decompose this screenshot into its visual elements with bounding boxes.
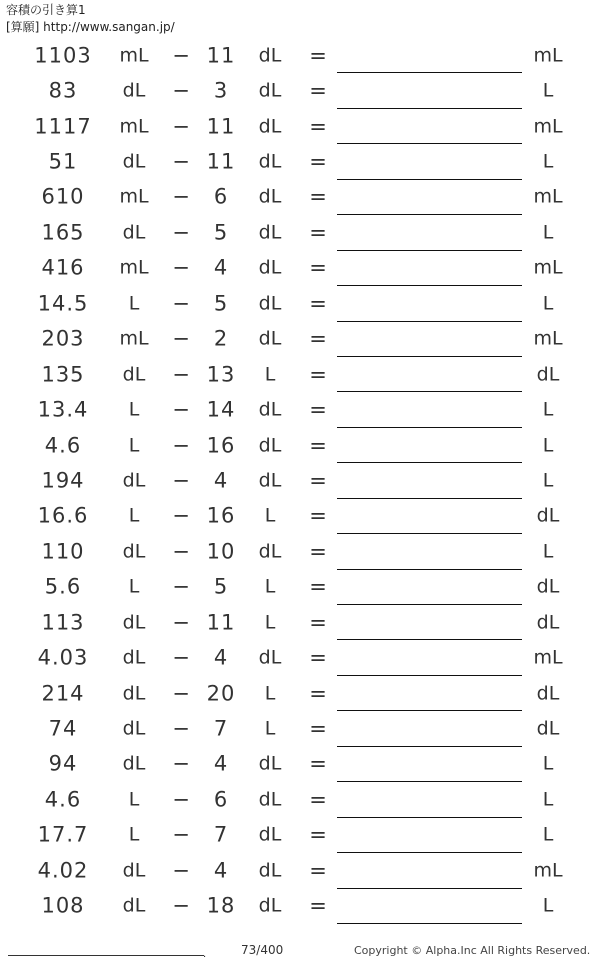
minus-sign: −: [172, 220, 190, 245]
problem-row: [0, 392, 600, 427]
subtrahend-unit: dL: [258, 859, 282, 882]
subtrahend-unit: dL: [258, 256, 282, 279]
equals-sign: =: [309, 822, 327, 847]
minuend-value: 110: [41, 539, 85, 564]
minuend-value: 194: [41, 468, 85, 493]
minus-sign: −: [172, 503, 190, 528]
subtrahend-value: 4: [213, 255, 229, 280]
worksheet-source: [算願] http://www.sangan.jp/: [6, 20, 175, 34]
equals-sign: =: [309, 503, 327, 528]
answer-unit: mL: [533, 327, 563, 350]
answer-unit: dL: [536, 575, 560, 598]
minuend-value: 1103: [34, 43, 92, 68]
minus-sign: −: [172, 893, 190, 918]
problem-row: [0, 499, 600, 534]
minuend-value: 135: [41, 362, 85, 387]
copyright-notice: Copyright © Alpha.Inc All Rights Reserved.: [354, 944, 591, 957]
subtrahend-value: 3: [213, 78, 229, 103]
problem-row: [0, 428, 600, 463]
answer-unit: L: [542, 434, 554, 457]
minus-sign: −: [172, 787, 190, 812]
minuend-value: 203: [41, 326, 85, 351]
answer-unit: L: [542, 752, 554, 775]
subtrahend-unit: dL: [258, 788, 282, 811]
subtrahend-value: 6: [213, 787, 229, 812]
answer-unit: mL: [533, 859, 563, 882]
equals-sign: =: [309, 858, 327, 883]
minus-sign: −: [172, 114, 190, 139]
answer-unit: L: [542, 79, 554, 102]
name-line-dot: .: [203, 949, 207, 960]
problem-row: [0, 286, 600, 321]
minuend-unit: dL: [122, 682, 146, 705]
subtrahend-value: 5: [213, 220, 229, 245]
minus-sign: −: [172, 43, 190, 68]
subtrahend-value: 20: [206, 681, 236, 706]
equals-sign: =: [309, 114, 327, 139]
minus-sign: −: [172, 574, 190, 599]
subtrahend-value: 11: [206, 610, 236, 635]
minus-sign: −: [172, 149, 190, 174]
subtrahend-unit: dL: [258, 823, 282, 846]
subtrahend-unit: dL: [258, 469, 282, 492]
subtrahend-value: 10: [206, 539, 236, 564]
minuend-unit: dL: [122, 221, 146, 244]
minus-sign: −: [172, 362, 190, 387]
subtrahend-unit: dL: [258, 540, 282, 563]
problem-row: [0, 73, 600, 108]
problem-row: [0, 747, 600, 782]
subtrahend-value: 5: [213, 574, 229, 599]
minuend-value: 4.02: [37, 858, 89, 883]
equals-sign: =: [309, 43, 327, 68]
subtrahend-unit: L: [264, 682, 276, 705]
minuend-value: 94: [48, 751, 78, 776]
equals-sign: =: [309, 681, 327, 706]
problem-row: [0, 357, 600, 392]
equals-sign: =: [309, 184, 327, 209]
subtrahend-unit: dL: [258, 150, 282, 173]
equals-sign: =: [309, 78, 327, 103]
minuend-unit: mL: [119, 185, 149, 208]
minuend-value: 4.03: [37, 645, 89, 670]
equals-sign: =: [309, 574, 327, 599]
problem-list: [0, 38, 600, 924]
minus-sign: −: [172, 539, 190, 564]
subtrahend-value: 11: [206, 43, 236, 68]
equals-sign: =: [309, 149, 327, 174]
minuend-unit: dL: [122, 859, 146, 882]
problem-row: [0, 676, 600, 711]
minuend-unit: dL: [122, 646, 146, 669]
minus-sign: −: [172, 822, 190, 847]
problem-row: [0, 818, 600, 853]
equals-sign: =: [309, 468, 327, 493]
minus-sign: −: [172, 78, 190, 103]
minuend-value: 14.5: [37, 291, 89, 316]
subtrahend-value: 7: [213, 716, 229, 741]
minuend-unit: mL: [119, 44, 149, 67]
minuend-value: 16.6: [37, 503, 89, 528]
problem-row: [0, 640, 600, 675]
subtrahend-unit: dL: [258, 398, 282, 421]
minuend-unit: dL: [122, 150, 146, 173]
answer-unit: dL: [536, 682, 560, 705]
subtrahend-unit: dL: [258, 646, 282, 669]
subtrahend-unit: L: [264, 363, 276, 386]
minuend-value: 1117: [34, 114, 92, 139]
equals-sign: =: [309, 291, 327, 316]
problem-row: [0, 38, 600, 73]
subtrahend-value: 16: [206, 433, 236, 458]
minuend-value: 17.7: [37, 822, 89, 847]
minuend-unit: mL: [119, 327, 149, 350]
minuend-unit: L: [128, 434, 140, 457]
problem-row: [0, 322, 600, 357]
problem-row: [0, 782, 600, 817]
subtrahend-unit: L: [264, 575, 276, 598]
answer-unit: mL: [533, 115, 563, 138]
problem-row: [0, 534, 600, 569]
subtrahend-unit: dL: [258, 434, 282, 457]
problem-row: [0, 180, 600, 215]
minuend-unit: dL: [122, 79, 146, 102]
subtrahend-value: 4: [213, 645, 229, 670]
problem-row: [0, 215, 600, 250]
subtrahend-value: 18: [206, 893, 236, 918]
answer-unit: dL: [536, 504, 560, 527]
answer-unit: L: [542, 469, 554, 492]
minuend-unit: L: [128, 292, 140, 315]
subtrahend-unit: dL: [258, 894, 282, 917]
equals-sign: =: [309, 326, 327, 351]
equals-sign: =: [309, 433, 327, 458]
minuend-unit: L: [128, 788, 140, 811]
answer-unit: L: [542, 150, 554, 173]
answer-unit: dL: [536, 717, 560, 740]
problem-row: [0, 605, 600, 640]
subtrahend-unit: dL: [258, 115, 282, 138]
problem-row: [0, 144, 600, 179]
problem-row: [0, 889, 600, 924]
answer-unit: dL: [536, 363, 560, 386]
equals-sign: =: [309, 787, 327, 812]
answer-unit: mL: [533, 256, 563, 279]
minuend-value: 4.6: [44, 787, 82, 812]
page-number: 73/400: [241, 943, 284, 957]
problem-row: [0, 109, 600, 144]
subtrahend-value: 11: [206, 114, 236, 139]
minuend-value: 214: [41, 681, 85, 706]
subtrahend-unit: dL: [258, 292, 282, 315]
minus-sign: −: [172, 858, 190, 883]
minus-sign: −: [172, 255, 190, 280]
subtrahend-unit: L: [264, 504, 276, 527]
equals-sign: =: [309, 645, 327, 670]
minus-sign: −: [172, 397, 190, 422]
minuend-unit: dL: [122, 894, 146, 917]
answer-blank[interactable]: [337, 923, 522, 924]
equals-sign: =: [309, 539, 327, 564]
equals-sign: =: [309, 716, 327, 741]
subtrahend-value: 14: [206, 397, 236, 422]
subtrahend-value: 2: [213, 326, 229, 351]
minus-sign: −: [172, 184, 190, 209]
problem-row: [0, 853, 600, 888]
answer-unit: L: [542, 540, 554, 563]
minuend-value: 83: [48, 78, 78, 103]
minuend-value: 74: [48, 716, 78, 741]
equals-sign: =: [309, 610, 327, 635]
minuend-unit: mL: [119, 256, 149, 279]
minuend-unit: dL: [122, 717, 146, 740]
subtrahend-unit: dL: [258, 44, 282, 67]
subtrahend-value: 4: [213, 858, 229, 883]
answer-unit: mL: [533, 185, 563, 208]
worksheet-title: 容積の引き算1: [6, 3, 86, 17]
minuend-value: 13.4: [37, 397, 89, 422]
subtrahend-unit: dL: [258, 185, 282, 208]
answer-unit: L: [542, 221, 554, 244]
answer-unit: L: [542, 823, 554, 846]
problem-row: [0, 570, 600, 605]
subtrahend-value: 13: [206, 362, 236, 387]
minuend-value: 4.6: [44, 433, 82, 458]
subtrahend-value: 6: [213, 184, 229, 209]
minuend-unit: dL: [122, 363, 146, 386]
minus-sign: −: [172, 751, 190, 776]
equals-sign: =: [309, 751, 327, 776]
answer-unit: dL: [536, 611, 560, 634]
minus-sign: −: [172, 433, 190, 458]
minuend-value: 113: [41, 610, 85, 635]
minuend-unit: L: [128, 823, 140, 846]
minus-sign: −: [172, 291, 190, 316]
name-line: [8, 955, 204, 956]
minuend-unit: dL: [122, 469, 146, 492]
minuend-unit: L: [128, 504, 140, 527]
minus-sign: −: [172, 681, 190, 706]
subtrahend-value: 7: [213, 822, 229, 847]
minuend-unit: dL: [122, 611, 146, 634]
minuend-value: 108: [41, 893, 85, 918]
problem-row: [0, 463, 600, 498]
subtrahend-value: 5: [213, 291, 229, 316]
subtrahend-unit: L: [264, 611, 276, 634]
subtrahend-value: 4: [213, 468, 229, 493]
answer-unit: mL: [533, 646, 563, 669]
answer-unit: L: [542, 894, 554, 917]
answer-unit: mL: [533, 44, 563, 67]
equals-sign: =: [309, 255, 327, 280]
answer-unit: L: [542, 788, 554, 811]
answer-unit: L: [542, 398, 554, 421]
subtrahend-unit: dL: [258, 752, 282, 775]
equals-sign: =: [309, 893, 327, 918]
minus-sign: −: [172, 468, 190, 493]
minus-sign: −: [172, 610, 190, 635]
subtrahend-unit: dL: [258, 79, 282, 102]
minuend-unit: L: [128, 575, 140, 598]
minuend-unit: L: [128, 398, 140, 421]
subtrahend-unit: dL: [258, 327, 282, 350]
subtrahend-value: 4: [213, 751, 229, 776]
minuend-unit: dL: [122, 752, 146, 775]
equals-sign: =: [309, 362, 327, 387]
subtrahend-unit: dL: [258, 221, 282, 244]
minuend-value: 416: [41, 255, 85, 280]
equals-sign: =: [309, 397, 327, 422]
subtrahend-unit: L: [264, 717, 276, 740]
equals-sign: =: [309, 220, 327, 245]
subtrahend-value: 11: [206, 149, 236, 174]
problem-row: [0, 711, 600, 746]
minuend-unit: dL: [122, 540, 146, 563]
minus-sign: −: [172, 326, 190, 351]
minuend-value: 5.6: [44, 574, 82, 599]
minus-sign: −: [172, 645, 190, 670]
minuend-value: 610: [41, 184, 85, 209]
minus-sign: −: [172, 716, 190, 741]
minuend-value: 51: [48, 149, 78, 174]
answer-unit: L: [542, 292, 554, 315]
problem-row: [0, 251, 600, 286]
minuend-value: 165: [41, 220, 85, 245]
subtrahend-value: 16: [206, 503, 236, 528]
minuend-unit: mL: [119, 115, 149, 138]
